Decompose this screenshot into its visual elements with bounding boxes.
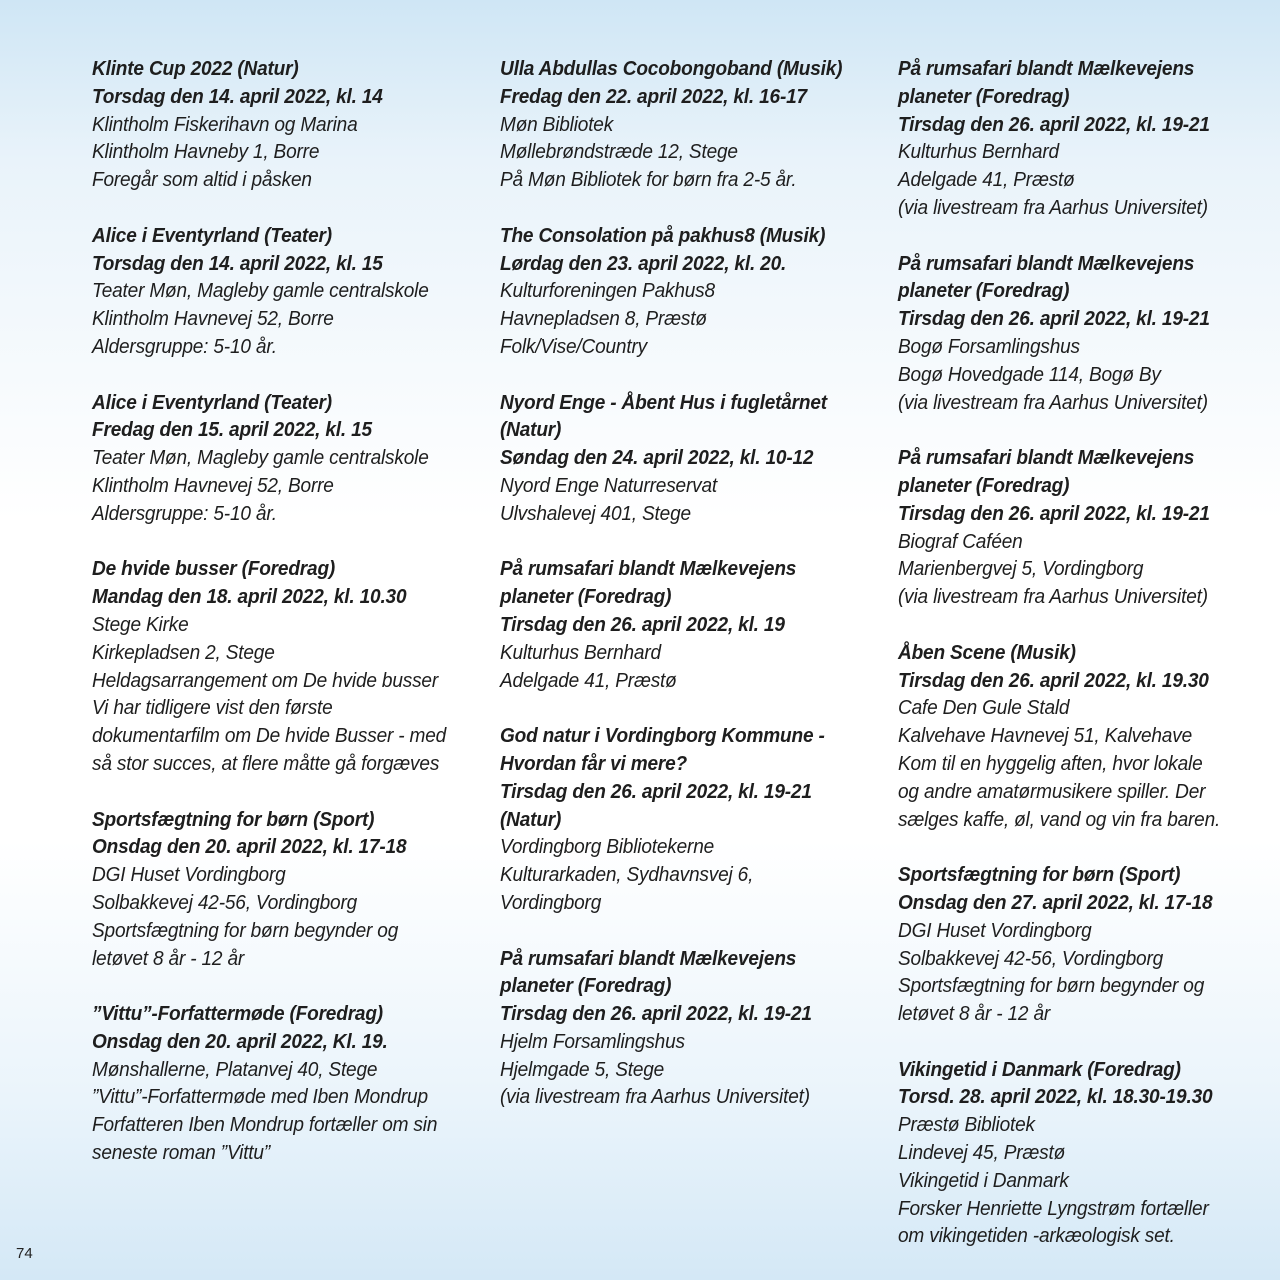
- event-description: Sportsfægtning for børn begynder og: [92, 918, 399, 942]
- event-datetime: Søndag den 24. april 2022, kl. 10-12: [500, 446, 814, 470]
- event-venue: Præstø Bibliotek: [898, 1113, 1035, 1137]
- event-klinte-cup: [92, 55, 482, 194]
- event-datetime: Fredag den 22. april 2022, kl. 16-17: [500, 84, 807, 108]
- event-description: Folk/Vise/Country: [500, 334, 647, 358]
- event-venue: Kulturforeningen Pakhus8: [500, 279, 715, 303]
- event-title: På rumsafari blandt Mælkevejens: [898, 446, 1195, 470]
- event-description: På Møn Bibliotek for børn fra 2-5 år.: [500, 168, 797, 192]
- event-datetime: Tirsdag den 26. april 2022, kl. 19-21: [500, 779, 812, 803]
- event-description: letøvet 8 år - 12 år: [898, 1002, 1051, 1026]
- event-title: På rumsafari blandt Mælkevejens: [898, 57, 1195, 80]
- page-number: 74: [16, 1245, 33, 1262]
- event-address: Hjelmgade 5, Stege: [500, 1057, 665, 1081]
- event-title: Alice i Eventyrland (Teater): [92, 390, 332, 414]
- event-datetime: Mandag den 18. april 2022, kl. 10.30: [92, 585, 407, 609]
- event-title: Alice i Eventyrland (Teater): [92, 223, 332, 247]
- event-address: Kalvehave Havnevej 51, Kalvehave: [898, 724, 1192, 748]
- event-description: Forsker Henriette Lyngstrøm fortæller: [898, 1196, 1209, 1220]
- event-title: The Consolation på pakhus8 (Musik): [500, 223, 826, 247]
- event-venue: Nyord Enge Naturreservat: [500, 473, 718, 497]
- event-address: Kulturarkaden, Sydhavnsvej 6,: [500, 863, 754, 887]
- event-title: Vikingetid i Danmark (Foredrag): [898, 1057, 1181, 1081]
- event-column-3: [898, 55, 1270, 1278]
- event-venue: Cafe Den Gule Stald: [898, 696, 1070, 720]
- event-description: dokumentarfilm om De hvide Busser - med: [92, 724, 447, 748]
- event-description: (via livestream fra Aarhus Universitet): [898, 585, 1208, 609]
- event-address: Klintholm Havnevej 52, Borre: [92, 307, 334, 331]
- event-datetime: Tirsdag den 26. april 2022, kl. 19-21: [500, 1002, 812, 1026]
- event-description: (via livestream fra Aarhus Universitet): [500, 1085, 810, 1109]
- event-title: planeter (Foredrag): [500, 974, 672, 998]
- event-datetime: Onsdag den 27. april 2022, kl. 17-18: [898, 890, 1213, 914]
- event-title: Hvordan får vi mere?: [500, 751, 688, 775]
- event-cocobongoband: [500, 55, 890, 194]
- event-venue: Kulturhus Bernhard: [500, 640, 661, 664]
- event-venue: Vordingborg Bibliotekerne: [500, 835, 715, 859]
- event-vikingetid: [898, 1056, 1270, 1251]
- event-datetime: Tirsdag den 26. april 2022, kl. 19-21: [898, 307, 1210, 331]
- event-address: Møllebrøndstræde 12, Stege: [500, 140, 738, 164]
- event-address: Ulvshalevej 401, Stege: [500, 501, 691, 525]
- event-title: Klinte Cup 2022 (Natur): [92, 57, 299, 80]
- event-rumsafari-bogoe: [898, 250, 1270, 417]
- event-rumsafari-bernhard-19: [500, 555, 890, 694]
- event-description: Sportsfægtning for børn begynder og: [898, 974, 1205, 998]
- event-address: Kirkepladsen 2, Stege: [92, 640, 275, 664]
- event-title: Nyord Enge - Åbent Hus i fugletårnet: [500, 390, 827, 414]
- event-venue: Teater Møn, Magleby gamle centralskole: [92, 446, 429, 470]
- event-address: Solbakkevej 42-56, Vordingborg: [898, 946, 1164, 970]
- event-title: (Natur): [500, 418, 562, 442]
- event-datetime: Tirsdag den 26. april 2022, kl. 19-21: [898, 112, 1210, 136]
- event-description: Aldersgruppe: 5-10 år.: [92, 501, 277, 525]
- event-address: Klintholm Havneby 1, Borre: [92, 140, 320, 164]
- event-address: Adelgade 41, Præstø: [500, 668, 677, 692]
- event-column-2: [500, 55, 890, 1139]
- event-datetime: Lørdag den 23. april 2022, kl. 20.: [500, 251, 787, 275]
- event-venue: Teater Møn, Magleby gamle centralskole: [92, 279, 429, 303]
- event-category: (Natur): [500, 807, 562, 831]
- event-venue: Møn Bibliotek: [500, 112, 614, 136]
- event-description: om vikingetiden -arkæologisk set.: [898, 1224, 1175, 1248]
- event-description: Vi har tidligere vist den første: [92, 696, 333, 720]
- event-venue: Biograf Caféen: [898, 529, 1023, 553]
- event-title: planeter (Foredrag): [898, 279, 1070, 303]
- event-sportsfaegtning-20: [92, 806, 482, 973]
- event-god-natur: [500, 722, 890, 917]
- event-title: Sportsfægtning for børn (Sport): [898, 863, 1181, 887]
- event-description: Vikingetid i Danmark: [898, 1168, 1069, 1192]
- event-title: På rumsafari blandt Mælkevejens: [500, 557, 797, 581]
- event-alice-friday: [92, 389, 482, 528]
- event-description: Forfatteren Iben Mondrup fortæller om sin: [92, 1113, 438, 1137]
- event-title: Åben Scene (Musik): [898, 640, 1076, 664]
- event-description: Kom til en hyggelig aften, hvor lokale: [898, 751, 1203, 775]
- event-title: Sportsfægtning for børn (Sport): [92, 807, 375, 831]
- event-title: Ulla Abdullas Cocobongoband (Musik): [500, 57, 843, 80]
- event-datetime: Torsdag den 14. april 2022, kl. 15: [92, 251, 383, 275]
- event-address: Havnepladsen 8, Præstø: [500, 307, 707, 331]
- event-datetime: Torsdag den 14. april 2022, kl. 14: [92, 84, 383, 108]
- event-description: seneste roman ”Vittu”: [92, 1141, 271, 1165]
- event-title: ”Vittu”-Forfattermøde (Foredrag): [92, 1002, 383, 1026]
- event-description: (via livestream fra Aarhus Universitet): [898, 195, 1208, 219]
- event-sportsfaegtning-27: [898, 861, 1270, 1028]
- event-venue: Klintholm Fiskerihavn og Marina: [92, 112, 358, 136]
- event-description: sælges kaffe, øl, vand og vin fra baren.: [898, 807, 1221, 831]
- event-title: De hvide busser (Foredrag): [92, 557, 336, 581]
- event-datetime: Tirsdag den 26. april 2022, kl. 19.30: [898, 668, 1209, 692]
- event-venue: Mønshallerne, Platanvej 40, Stege: [92, 1057, 378, 1081]
- event-venue: DGI Huset Vordingborg: [92, 863, 286, 887]
- event-description: Aldersgruppe: 5-10 år.: [92, 334, 277, 358]
- event-alice-thursday: [92, 222, 482, 361]
- event-title: planeter (Foredrag): [500, 585, 672, 609]
- event-title: planeter (Foredrag): [898, 84, 1070, 108]
- event-column-1: [92, 55, 482, 1195]
- event-venue: Hjelm Forsamlingshus: [500, 1029, 685, 1053]
- event-title: planeter (Foredrag): [898, 473, 1070, 497]
- event-datetime: Tirsdag den 26. april 2022, kl. 19-21: [898, 501, 1210, 525]
- event-description: så stor succes, at flere måtte gå forgæves: [92, 751, 440, 775]
- event-nyord-enge: [500, 389, 890, 528]
- event-rumsafari-bernhard: [898, 55, 1270, 222]
- event-address: Adelgade 41, Præstø: [898, 168, 1075, 192]
- event-datetime: Torsd. 28. april 2022, kl. 18.30-19.30: [898, 1085, 1213, 1109]
- event-address: Bogø Hovedgade 114, Bogø By: [898, 362, 1161, 386]
- event-description: og andre amatørmusikere spiller. Der: [898, 779, 1206, 803]
- event-vittu-forfattermoede: [92, 1000, 482, 1167]
- event-rumsafari-hjelm: [500, 945, 890, 1112]
- event-address: Marienbergvej 5, Vordingborg: [898, 557, 1144, 581]
- event-hvide-busser: [92, 555, 482, 777]
- event-datetime: Fredag den 15. april 2022, kl. 15: [92, 418, 372, 442]
- event-venue: Stege Kirke: [92, 612, 189, 636]
- event-venue: DGI Huset Vordingborg: [898, 918, 1092, 942]
- event-title: På rumsafari blandt Mælkevejens: [500, 946, 797, 970]
- event-description: Heldagsarrangement om De hvide busser: [92, 668, 439, 692]
- event-aaben-scene: [898, 639, 1270, 834]
- event-venue: Kulturhus Bernhard: [898, 140, 1059, 164]
- event-address: Solbakkevej 42-56, Vordingborg: [92, 890, 358, 914]
- event-description: Foregår som altid i påsken: [92, 168, 312, 192]
- event-description: (via livestream fra Aarhus Universitet): [898, 390, 1208, 414]
- event-title: På rumsafari blandt Mælkevejens: [898, 251, 1195, 275]
- event-rumsafari-biograf: [898, 444, 1270, 611]
- event-title: God natur i Vordingborg Kommune -: [500, 724, 825, 748]
- event-address: Vordingborg: [500, 890, 602, 914]
- event-description: ”Vittu”-Forfattermøde med Iben Mondrup: [92, 1085, 428, 1109]
- event-datetime: Tirsdag den 26. april 2022, kl. 19: [500, 612, 785, 636]
- event-consolation-pakhus8: [500, 222, 890, 361]
- event-venue: Bogø Forsamlingshus: [898, 334, 1080, 358]
- event-description: letøvet 8 år - 12 år: [92, 946, 245, 970]
- event-address: Lindevej 45, Præstø: [898, 1141, 1066, 1165]
- event-address: Klintholm Havnevej 52, Borre: [92, 473, 334, 497]
- event-datetime: Onsdag den 20. april 2022, kl. 17-18: [92, 835, 407, 859]
- event-datetime: Onsdag den 20. april 2022, Kl. 19.: [92, 1029, 388, 1053]
